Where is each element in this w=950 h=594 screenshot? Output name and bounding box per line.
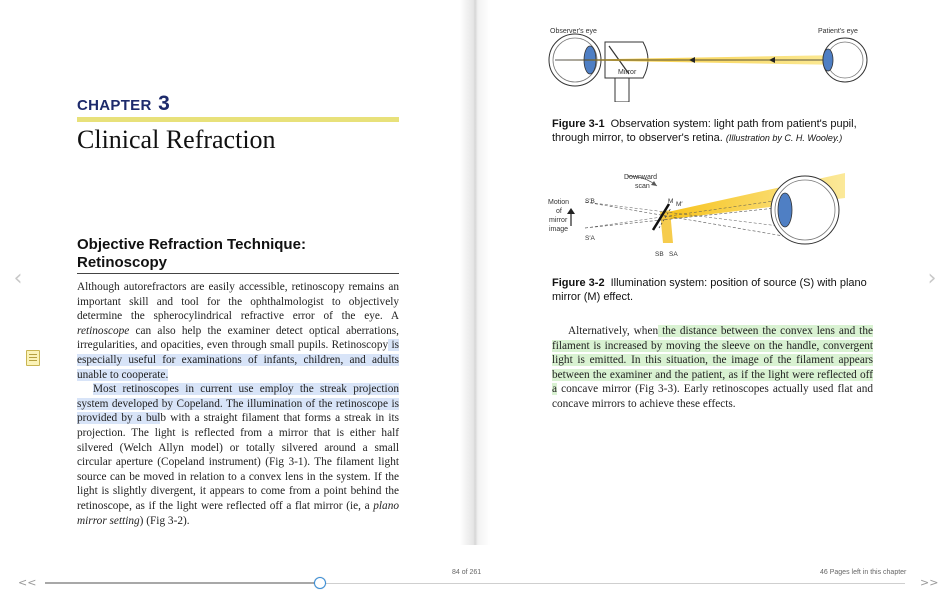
left-page [0, 0, 475, 560]
p2-italic: plano mirror setting [77, 499, 399, 527]
paragraph-1[interactable] [77, 280, 399, 382]
figure-3-1-caption [552, 117, 874, 145]
skip-forward-button[interactable]: >> [920, 576, 939, 589]
figure-3-2-text: Illumination system: position of source (S) with plano mirror (M) effect. [552, 277, 867, 303]
label-sa: SA [669, 251, 678, 258]
section-heading-line2: Retinoscopy [77, 254, 168, 271]
chapter-label [77, 92, 170, 116]
label-mirror: Mirror [618, 69, 637, 76]
label-motion-4: image [549, 226, 569, 233]
label-motion-2: of [556, 208, 562, 215]
highlight-green-1[interactable]: the distance between the convex lens and the filament is increased by moving the sleeve on the handle, convergent light is emitted. In this situation, the image of the filament appears between the examiner and the patient, as if the light were reflected off a [552, 325, 873, 396]
page-slider-thumb[interactable] [314, 577, 326, 589]
label-m-prime: M′ [676, 201, 683, 208]
figure-3-2-illustration [545, 168, 875, 260]
p2-text: b with a straight filament that forms a streak in its projection. The light is reflected from a mirror that is either half silvered (Welch Allyn model) or totally silvered around a small circular aperture (Copeland instrument) (Fig 3-1). The filament light source can be moved in relation to a convex lens in the system. If the light is slightly divergent, it appears to come from a point behind the retinoscope, as if the light were reflected off a flat mirror (ie, a [77, 412, 399, 512]
footer-bar [0, 560, 950, 594]
label-scan: scan [635, 183, 650, 190]
label-motion-3: mirror [549, 217, 568, 224]
label-downward: Downward [624, 174, 658, 181]
paragraph-3[interactable] [552, 324, 873, 412]
skip-back-button[interactable]: << [18, 576, 37, 589]
label-sb: SB [655, 251, 664, 258]
p3-text-a: Alternatively, when [568, 325, 659, 337]
p1-text-a: Although autorefractors are easily accessible, retinoscopy remains an important skill and tool for the ophthalmologist to objectively determine the spherocylindrical refractive error of the eye. A [77, 281, 399, 323]
label-sb-prime: S′B [585, 198, 595, 205]
pages-left-label: 46 Pages left in this chapter [820, 569, 907, 576]
label-m: M [668, 198, 674, 205]
chapter-title: Clinical Refraction [77, 125, 276, 154]
highlight-blue-1[interactable]: is especially useful for examinations of infants, children, and adults unable to cooperate. [77, 339, 400, 381]
arrow-up-icon [567, 208, 575, 214]
prev-page-arrow-icon[interactable]: ‹ [13, 266, 23, 291]
p1-text-c: can also help the examiner detect optical aberrations, irregularities, and opacities, even through small pupils. Retinoscopy [77, 324, 399, 352]
chapter-rule [77, 117, 399, 122]
highlight-blue-2[interactable]: Most retinoscopes in current use employ the streak projection system developed by Copeland. The illumination of the retinoscope is provided by a bul [77, 383, 399, 425]
label-sa-prime: S′A [585, 235, 595, 242]
figure-3-1-credit: (Illustration by C. H. Wooley.) [725, 133, 843, 143]
chapter-word: CHAPTER [77, 97, 152, 114]
figure-3-1-label: Figure 3-1 [552, 118, 605, 130]
figure-3-1-text: Observation system: light path from patient's pupil, through mirror, to observer's retina. [552, 118, 857, 144]
figure-3-2-label: Figure 3-2 [552, 277, 605, 289]
right-body-text[interactable] [552, 324, 873, 412]
left-body-text[interactable] [77, 280, 399, 528]
page-slider-fill [45, 582, 320, 584]
p3-text-rest: concave mirror (Fig 3-3). Early retinoscopes actually used flat and concave mirrors to achieve these effects. [552, 383, 873, 410]
page-count: 84 of 261 [452, 569, 482, 576]
paragraph-2[interactable] [77, 382, 399, 528]
note-icon[interactable] [26, 350, 40, 366]
label-motion-1: Motion [548, 199, 570, 206]
section-heading-line1: Objective Refraction Technique: [77, 236, 306, 253]
label-observer: Observer's eye [550, 28, 597, 35]
label-patient: Patient's eye [818, 28, 858, 35]
chapter-number: 3 [158, 92, 171, 115]
figure-3-1-illustration [545, 22, 875, 102]
p2-end: ) (Fig 3-2). [139, 514, 190, 527]
figure-3-2-caption [552, 276, 874, 304]
section-heading [77, 236, 399, 274]
next-page-arrow-icon[interactable]: › [927, 266, 937, 291]
p1-italic: retinoscope [77, 324, 130, 337]
